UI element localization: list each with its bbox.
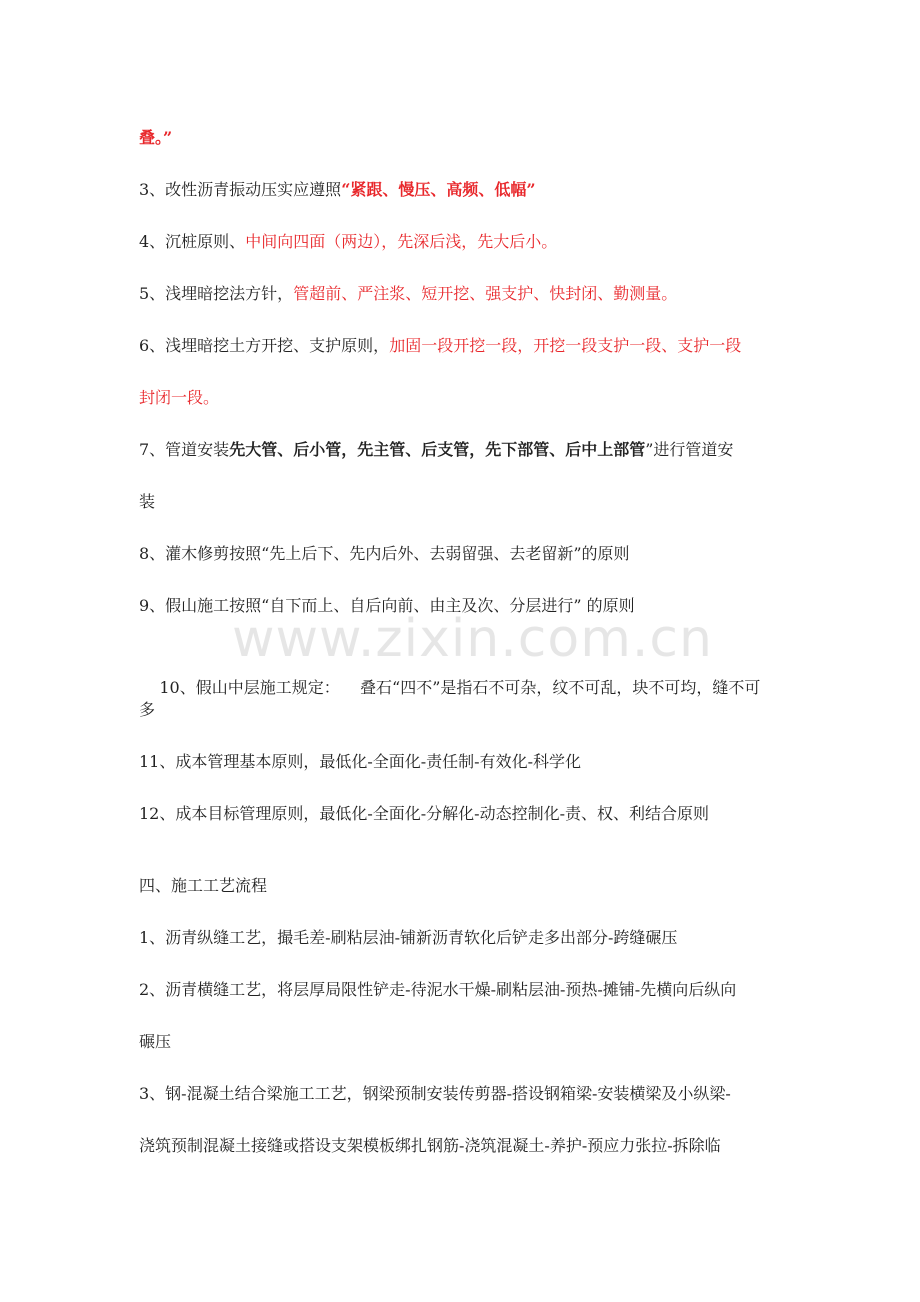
line-04-highlight: 管超前、严注浆、短开挖、强支护、快封闭、勤测量。 [293,284,678,303]
line-02-highlight: “紧跟、慢压、高频、低幅” [341,180,536,199]
line-10 [139,591,799,621]
line-01-highlight: 叠。” [139,128,173,147]
line-06 [139,383,799,413]
line-03-text: 4、沉桩原则、 [139,232,246,251]
line-10-text: 9、假山施工按照“自下而上、自后向前、由主及次、分层进行” 的原则 [139,596,635,615]
line-16 [139,923,799,953]
line-13 [139,747,799,777]
line-17-text: 2、沥青横缝工艺，将层厚局限性铲走-待泥水干燥-刷粘层油-预热-摊铺-先横向后纵向 [139,980,737,999]
line-03 [139,227,799,257]
line-19-text: 3、钢-混凝土结合梁施工工艺，钢梁预制安装传剪器-搭设钢箱梁-安装横梁及小纵梁- [139,1084,731,1103]
watermark: www.zixin.com.cn [232,609,713,669]
line-07-tail: ”进行管道安 [645,440,734,459]
line-05-text: 6、浅埋暗挖土方开挖、支护原则， [139,336,390,355]
line-08 [139,487,799,517]
line-02-text: 3、改性沥青振动压实应遵照 [139,180,342,199]
line-07-bold: 先大管、后小管，先主管、后支管，先下部管、后中上部管 [229,440,646,459]
line-11 [139,643,799,697]
line-02 [139,175,799,205]
line-11-text: 10、假山中层施工规定： 叠石“四不”是指石不可杂，纹不可乱，块不可均，缝不可 [159,678,761,697]
section-heading-text: 四、施工工艺流程 [139,876,268,895]
line-01 [139,123,799,153]
line-16-text: 1、沥青纵缝工艺，撮毛差-刷粘层油-铺新沥青软化后铲走多出部分-跨缝碾压 [139,928,678,947]
line-08-text: 装 [139,492,156,511]
line-05 [139,331,799,361]
line-20 [139,1131,799,1161]
line-04-text: 5、浅埋暗挖法方针， [139,284,294,303]
section-heading [139,871,799,901]
line-12 [139,695,799,725]
line-09-text: 8、灌木修剪按照“先上后下、先内后外、去弱留强、去老留新”的原则 [139,544,630,563]
line-17 [139,975,799,1005]
line-14-text: 12、成本目标管理原则，最低化-全面化-分解化-动态控制化-责、权、利结合原则 [139,804,709,823]
line-19 [139,1079,799,1109]
line-14 [139,799,799,829]
line-20-text: 浇筑预制混凝土接缝或搭设支架模板绑扎钢筋-浇筑混凝土-养护-预应力张拉-拆除临 [139,1136,721,1155]
line-07 [139,435,799,465]
line-18 [139,1027,799,1057]
line-06-highlight: 封闭一段。 [139,388,220,407]
line-03-highlight: 中间向四面（两边），先深后浅，先大后小。 [245,232,558,251]
line-07-text: 7、管道安装 [139,440,230,459]
line-13-text: 11、成本管理基本原则，最低化-全面化-责任制-有效化-科学化 [139,752,581,771]
line-05-highlight: 加固一段开挖一段，开挖一段支护一段、支护一段 [389,336,742,355]
line-12-text: 多 [139,700,156,719]
line-09 [139,539,799,569]
line-18-text: 碾压 [139,1032,172,1051]
line-04 [139,279,799,309]
